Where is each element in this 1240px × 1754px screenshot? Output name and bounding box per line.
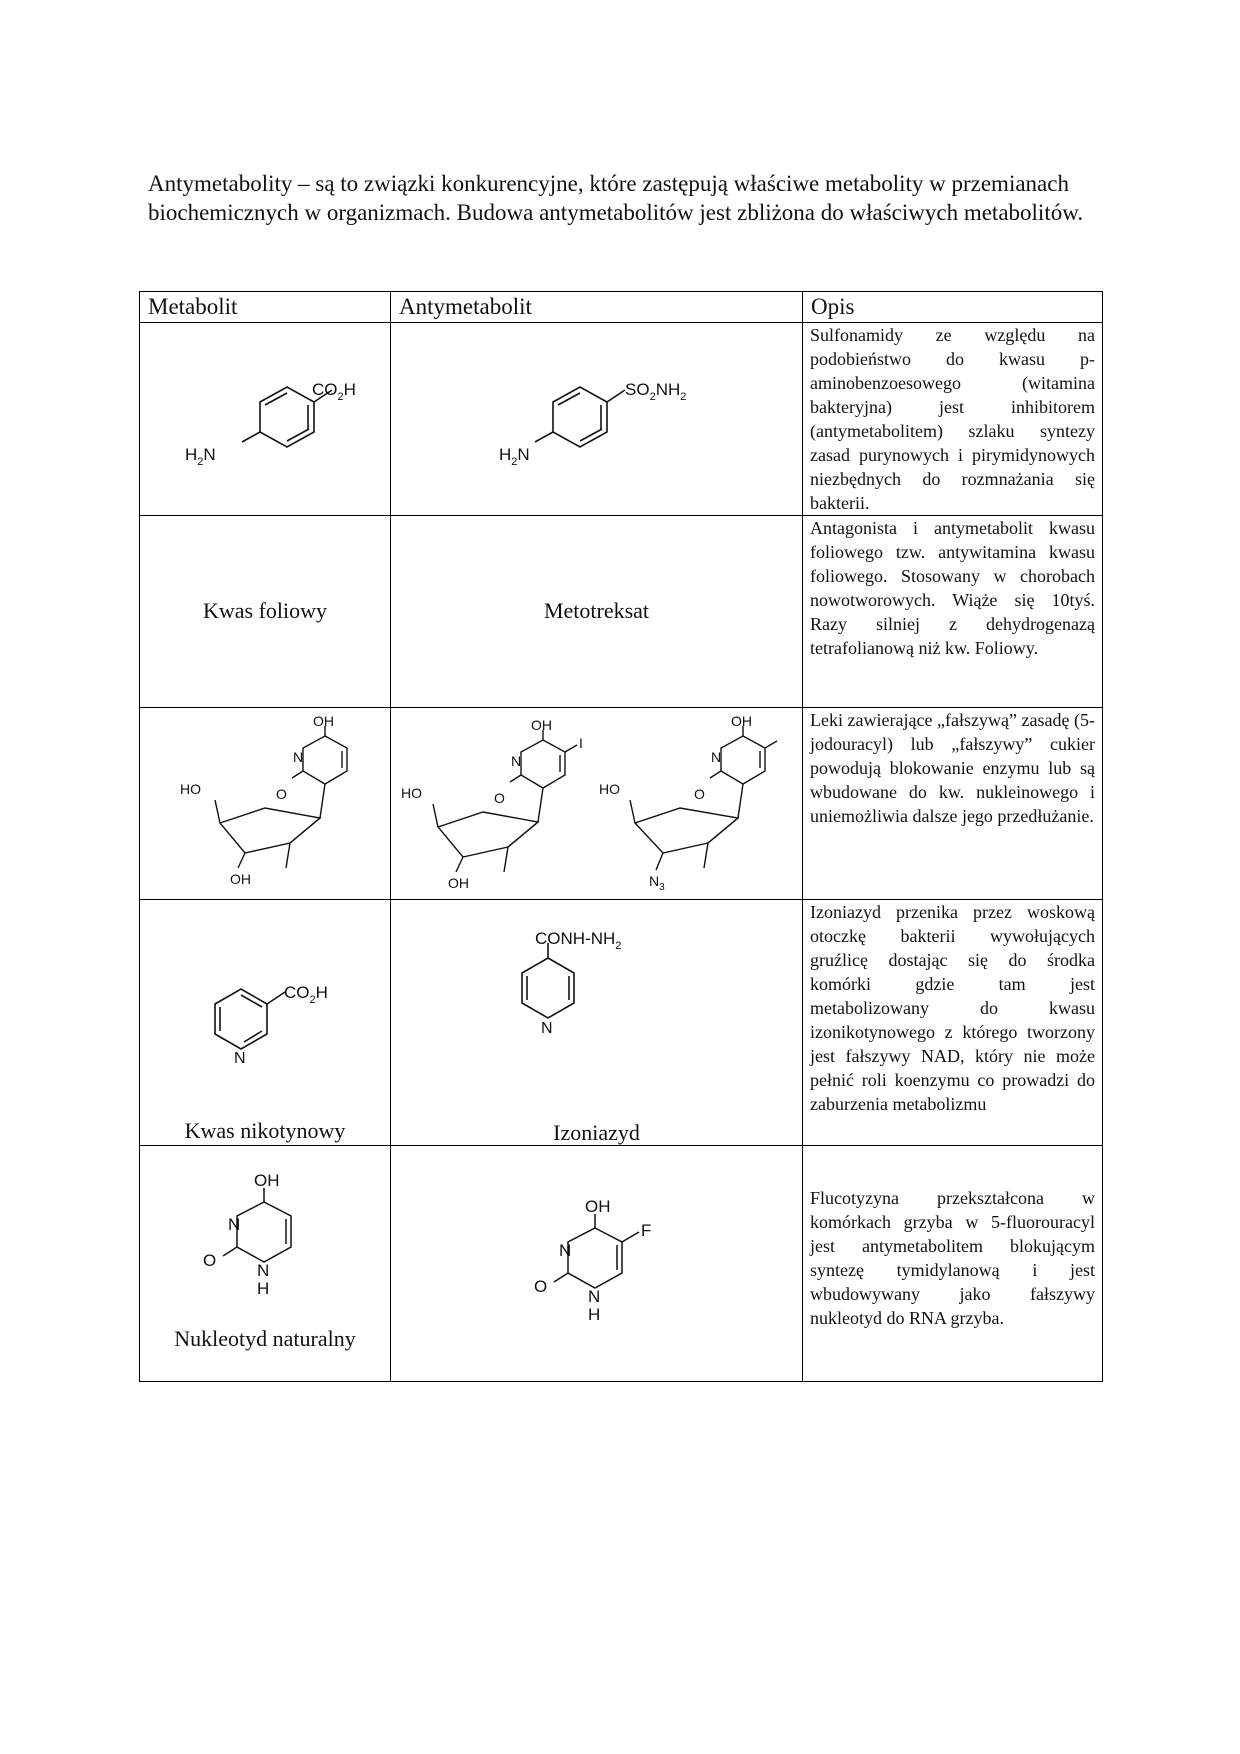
sulfonamide-amine-text: $H_2N$ <box>499 445 530 468</box>
fluorouracil-nh-h: H <box>588 1305 601 1324</box>
cell-antimetabolite-methotrexate <box>391 516 803 708</box>
nucleoside-n: N <box>293 749 304 765</box>
table-row <box>140 708 1103 900</box>
intro-paragraph: Antymetabolity – są to związki konkurencyjne, które zastępują właściwe metabolity w przemianach biochemicznych w organizmach. Budowa antymetabolitów jest zbliżona do właściwych metabolitów. <box>148 171 1084 225</box>
paba-amine-text: $H_2N$ <box>185 445 216 468</box>
fluorouracil-f: F <box>641 1221 652 1240</box>
fluorouracil-o: O <box>534 1277 548 1296</box>
nicotinic-carboxyl-text: $CO_2H$ <box>284 983 328 1006</box>
header-cell-metabolite <box>140 292 391 323</box>
description-text: Antagonista i antymetabolit kwasu foliowego tzw. antywitamina kwasu foliowego. Stosowany w chorobach nowotworowych. Wiąże się 10tyś. Razy silniej z dehydrogenazą tetrafolianową niż kw. Foliowy. <box>810 518 1095 658</box>
description-text: Flucotyzyna przekształcona w komórkach grzyba w 5-fluorouracyl jest antymetabolitem blokującym syntezę tymidylanową i jest wbudowywany jako fałszywy nukleotyd do RNA grzyba. <box>810 1188 1095 1328</box>
table-header-row <box>140 292 1103 323</box>
description-text: Sulfonamidy ze względu na podobieństwo do kwasu p-aminobenzoesowego (witamina bakteryjna) jest inhibitorem (antymetabolitem) szlaku syntezy zasad purynowych i pirymidynowych niezbędnych do rozmnażania się bakterii. <box>810 325 1095 513</box>
metabolite-name: Kwas foliowy <box>202 598 328 623</box>
header-cell-antimetabolite <box>391 292 803 323</box>
uracil-nh-h: H <box>257 1279 270 1298</box>
iodo-o: O <box>494 790 505 806</box>
fluorouracil-structure <box>391 1146 803 1382</box>
nucleoside-oh-top: OH <box>313 713 334 729</box>
uracil-oh: OH <box>254 1171 280 1190</box>
fluorouracil-nh-n: N <box>588 1287 601 1306</box>
antimetabolite-name: Izoniazyd <box>553 1120 640 1145</box>
fluorouracil-oh: OH <box>585 1197 611 1216</box>
cell-antimetabolite-nucleoside-analogs <box>391 708 803 900</box>
cell-metabolite-nucleoside <box>140 708 391 900</box>
header-cell-description <box>803 292 1103 323</box>
description-text: Izoniazyd przenika przez woskową otoczkę bakterii wywołujących gruźlicę dostając się do środka komórki gdzie tam jest metabolizowany do kwasu izonikotynowego z którego tworzony jest fałszywy NAD, który nie może pełnić roli koenzymu co prowadzi do zaburzenia metabolizmu <box>810 902 1095 1114</box>
isoniazid-structure <box>391 900 803 1100</box>
uracil-n: N <box>228 1215 241 1234</box>
nucleoside-structure <box>140 708 391 900</box>
cell-description-sulfonamide <box>803 323 1103 516</box>
uracil-structure <box>140 1146 391 1316</box>
azido-ho: HO <box>599 781 620 797</box>
nucleoside-o: O <box>276 786 287 802</box>
sulfonamide-structure <box>391 323 803 515</box>
paba-structure <box>140 323 391 515</box>
table-row <box>140 900 1103 1146</box>
cell-metabolite-nicotinic-acid <box>140 900 391 1146</box>
azido-nucleoside-structure <box>591 708 803 900</box>
nucleoside-ho: HO <box>180 781 201 797</box>
header-label-description: Opis <box>811 294 855 319</box>
cell-description-flucytosine <box>803 1146 1103 1382</box>
nucleoside-oh-bottom: OH <box>230 871 251 887</box>
metabolite-name: Kwas nikotynowy <box>184 1118 346 1143</box>
antimetabolite-name: Metotreksat <box>543 598 650 623</box>
azido-n3: $N_3$ <box>649 873 665 893</box>
iodo-oh-bottom: OH <box>448 875 469 891</box>
isoniazid-hydrazide-text: CONH-$NH_2$ <box>535 929 622 952</box>
header-label-metabolite: Metabolit <box>148 294 238 319</box>
table-row <box>140 323 1103 516</box>
iodo-i: I <box>579 735 583 751</box>
uracil-nh-n: N <box>257 1261 270 1280</box>
antimetabolite-table <box>139 291 1103 1382</box>
cell-metabolite-folic-acid <box>140 516 391 708</box>
nicotinic-n: N <box>234 1050 246 1067</box>
isoniazid-n: N <box>541 1020 553 1037</box>
iodo-ho: HO <box>401 785 422 801</box>
sulfonamide-group-text: $SO_2NH_2$ <box>625 380 687 403</box>
cell-antimetabolite-fluorouracil <box>391 1146 803 1382</box>
metabolite-name: Nukleotyd naturalny <box>174 1326 356 1351</box>
cell-description-nucleoside <box>803 708 1103 900</box>
iodouracil-nucleoside-structure <box>391 708 591 900</box>
header-label-antimetabolite: Antymetabolit <box>399 294 532 319</box>
iodo-n: N <box>511 753 522 769</box>
cell-description-methotrexate <box>803 516 1103 708</box>
table-row <box>140 516 1103 708</box>
azido-n: N <box>711 749 722 765</box>
cell-description-isoniazid <box>803 900 1103 1146</box>
fluorouracil-n: N <box>559 1241 572 1260</box>
azido-o: O <box>694 786 705 802</box>
nicotinic-acid-structure <box>140 900 391 1100</box>
uracil-o: O <box>203 1251 217 1270</box>
cell-antimetabolite-isoniazid <box>391 900 803 1146</box>
table-row <box>140 1146 1103 1382</box>
iodo-oh-top: OH <box>531 717 552 733</box>
azido-oh-top: OH <box>731 713 752 729</box>
cell-metabolite-natural-nucleotide <box>140 1146 391 1382</box>
cell-metabolite-paba <box>140 323 391 516</box>
cell-antimetabolite-sulfonamide <box>391 323 803 516</box>
paba-carboxyl-text: $CO_2H$ <box>312 380 356 403</box>
description-text: Leki zawierające „fałszywą” zasadę (5-jodouracyl) lub „fałszywy” cukier powodują blokowanie enzymu lub są wbudowane do kw. nukleinowego i uniemożliwia dalsze jego przedłużanie. <box>810 710 1095 826</box>
